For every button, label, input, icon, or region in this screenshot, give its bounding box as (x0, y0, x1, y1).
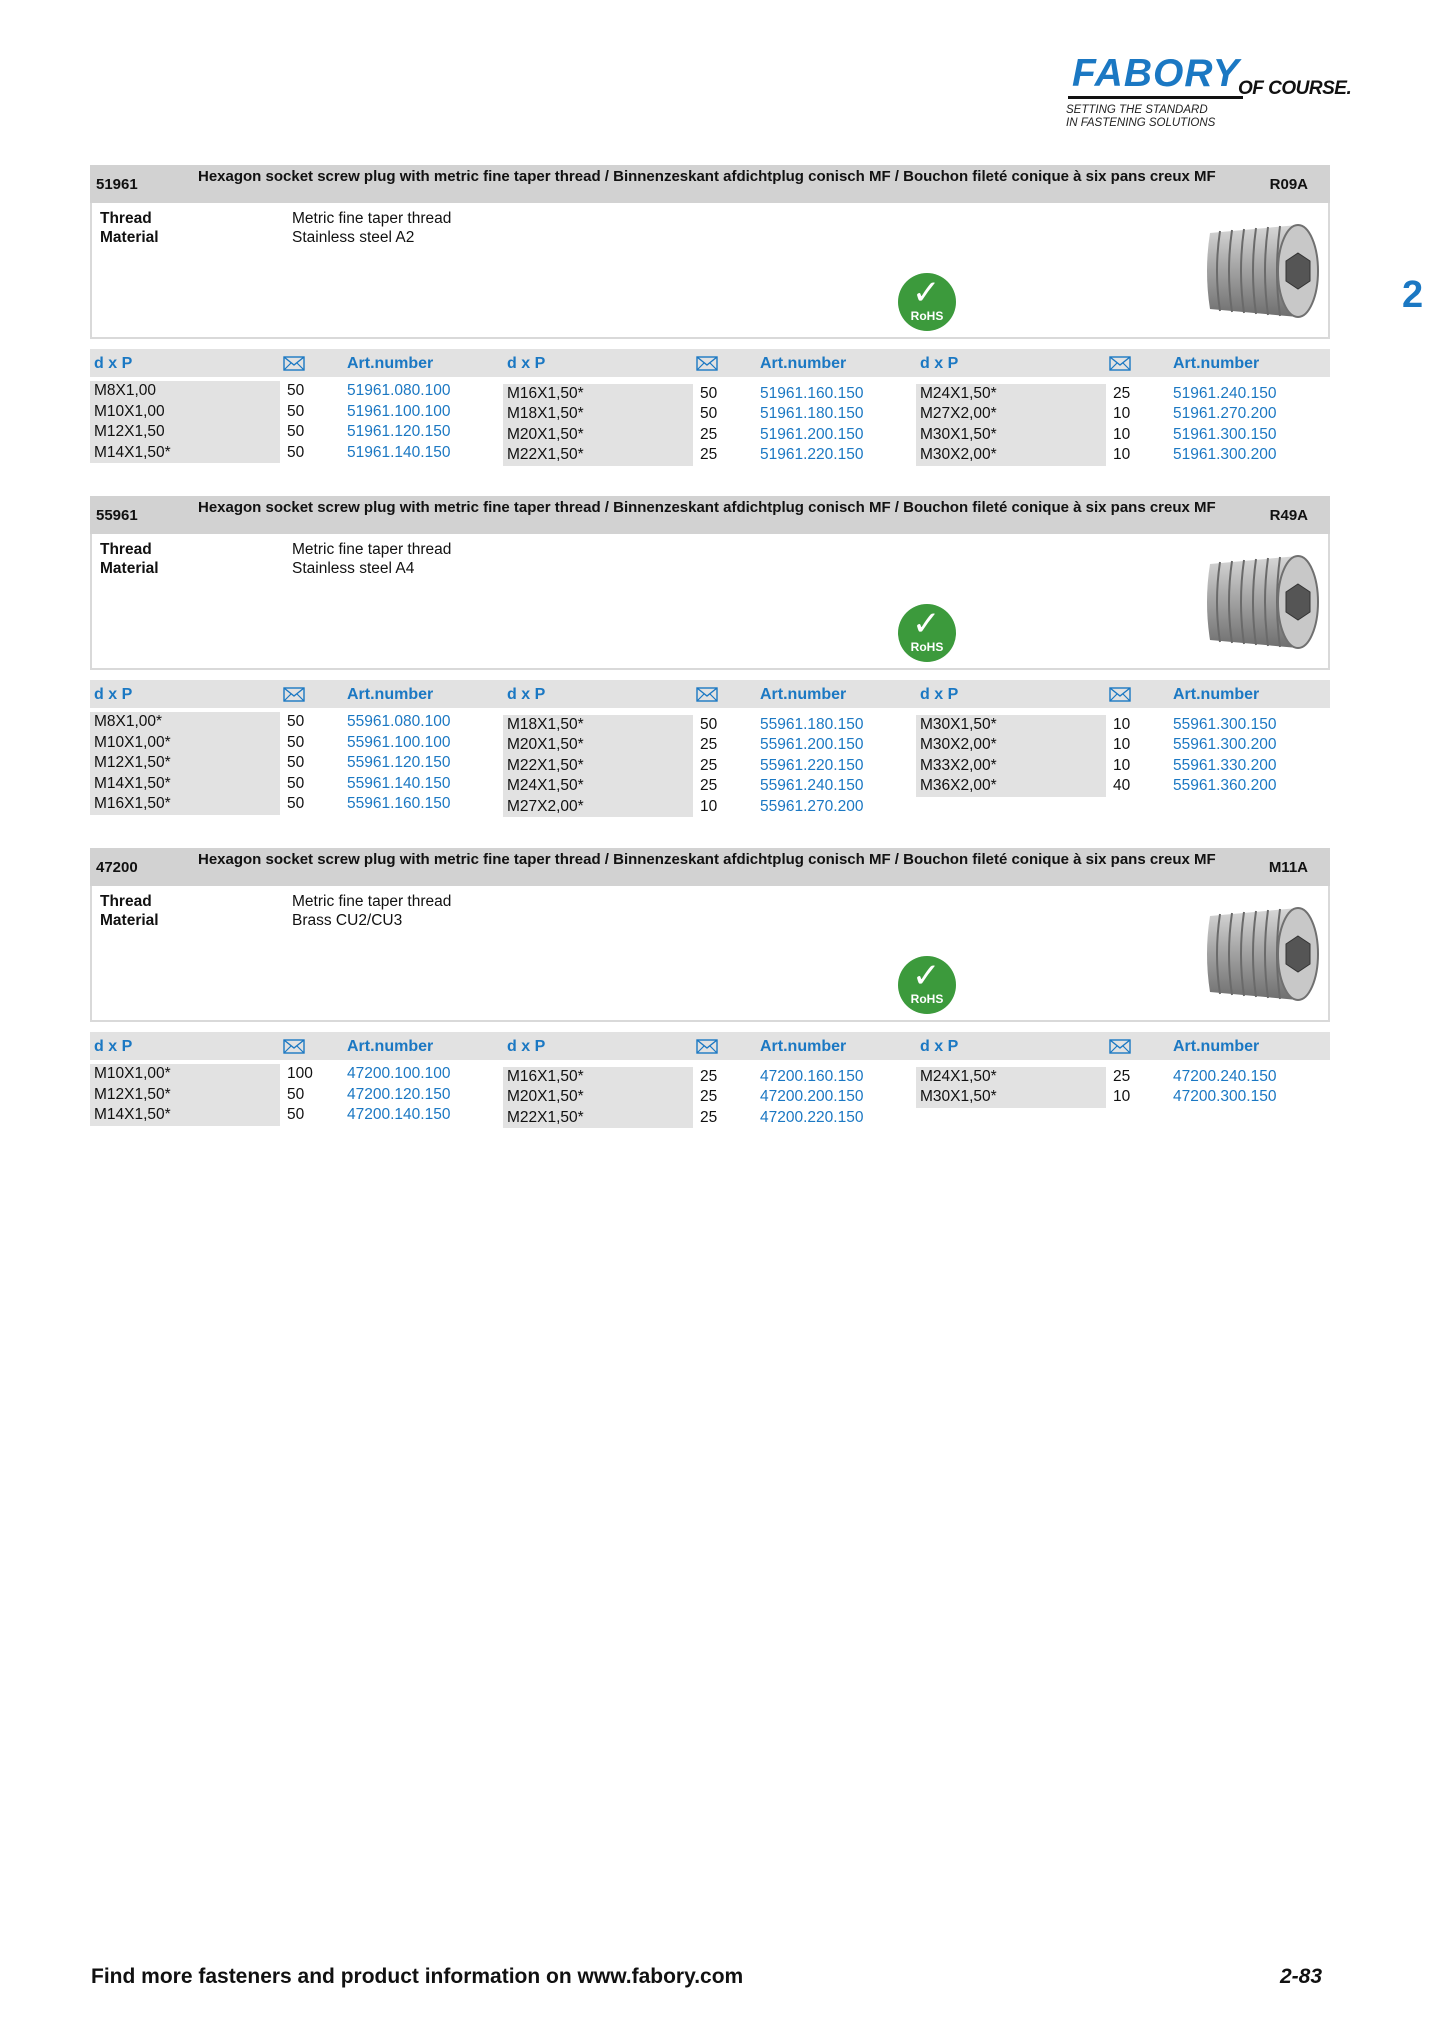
product-details (90, 886, 1330, 1022)
article-number-link[interactable]: 51961.300.200 (1173, 446, 1277, 464)
product-header (90, 165, 1330, 203)
spec-label: Material (100, 560, 159, 577)
dimension-cell: M10X1,00* (90, 733, 280, 754)
footer-text: Find more fasteners and product information on www.fabory.com (91, 1965, 744, 1988)
quantity-cell: 10 (1113, 715, 1131, 733)
article-number-link[interactable]: 51961.100.100 (347, 402, 451, 420)
table-header (90, 349, 1330, 377)
dimension-cell: M14X1,50* (90, 774, 280, 795)
spec-label: Material (100, 229, 159, 246)
quantity-cell: 50 (287, 795, 305, 813)
article-number-link[interactable]: 51961.080.100 (347, 382, 451, 399)
quantity-cell: 25 (700, 1067, 718, 1085)
column-header-dimension: d x P (94, 1038, 133, 1055)
quantity-cell: 10 (1113, 756, 1131, 774)
spec-label: Thread (100, 893, 152, 910)
dimension-cell: M20X1,50* (503, 1087, 693, 1108)
envelope-icon (283, 356, 305, 371)
check-icon: ✓ (912, 274, 941, 312)
column-header-article: Art.number (1173, 355, 1260, 372)
article-number-link[interactable]: 51961.160.150 (760, 384, 864, 402)
quantity-cell: 50 (287, 382, 305, 399)
quantity-cell: 10 (700, 797, 718, 815)
article-number-link[interactable]: 51961.270.200 (1173, 405, 1277, 423)
spec-value: Metric fine taper thread (292, 210, 452, 227)
article-number-link[interactable]: 47200.120.150 (347, 1085, 451, 1103)
dimension-cell: M30X1,50* (916, 1087, 1106, 1108)
dimension-cell: M24X1,50* (916, 1067, 1106, 1088)
quantity-cell: 10 (1113, 405, 1131, 423)
brand-slogan: OF COURSE. (1238, 78, 1352, 99)
column-header-article: Art.number (347, 686, 434, 703)
dimension-cell: M20X1,50* (503, 425, 693, 446)
dimension-cell: M14X1,50* (90, 1105, 280, 1126)
rohs-label: RoHS (910, 309, 944, 323)
quantity-cell: 25 (1113, 1067, 1131, 1085)
article-number-link[interactable]: 51961.120.150 (347, 423, 451, 441)
article-number-link[interactable]: 51961.200.150 (760, 425, 864, 443)
dimension-cell: M10X1,00* (90, 1064, 280, 1085)
product-code: 47200 (96, 859, 138, 876)
quantity-cell: 25 (700, 446, 718, 464)
dimension-cell: M30X2,00* (916, 735, 1106, 756)
envelope-icon (1109, 356, 1131, 371)
dimension-cell: M27X2,00* (503, 797, 693, 818)
article-number-link[interactable]: 51961.220.150 (760, 446, 864, 464)
article-number-link[interactable]: 55961.330.200 (1173, 756, 1277, 774)
dimension-cell: M12X1,50 (90, 422, 280, 443)
column-header-article: Art.number (760, 686, 847, 703)
product-details (90, 534, 1330, 670)
dimension-cell: M30X2,00* (916, 445, 1106, 466)
column-header-dimension: d x P (507, 686, 546, 703)
check-icon: ✓ (912, 605, 941, 643)
rohs-badge-icon (898, 604, 956, 662)
column-header-dimension: d x P (94, 355, 133, 372)
brand-name: FABORY (1072, 52, 1240, 95)
spec-label: Material (100, 912, 159, 929)
envelope-icon (283, 687, 305, 702)
quantity-cell: 50 (287, 754, 305, 772)
article-number-link[interactable]: 55961.120.150 (347, 754, 451, 772)
product-title: Hexagon socket screw plug with metric fine taper thread / Binnenzeskant afdichtplug conisch MF / Bouchon fileté conique à six pans creux MF (198, 851, 1216, 868)
quantity-cell: 25 (700, 1088, 718, 1106)
article-number-link[interactable]: 55961.200.150 (760, 736, 864, 754)
dimension-cell: M24X1,50* (503, 776, 693, 797)
product-code: 55961 (96, 507, 138, 524)
quantity-cell: 10 (1113, 425, 1131, 443)
dimension-cell: M27X2,00* (916, 404, 1106, 425)
quantity-cell: 100 (287, 1065, 313, 1082)
quantity-cell: 10 (1113, 1088, 1131, 1106)
quantity-cell: 25 (700, 756, 718, 774)
article-number-link[interactable]: 51961.300.150 (1173, 425, 1277, 443)
envelope-icon (696, 1039, 718, 1054)
article-number-link[interactable]: 55961.220.150 (760, 756, 864, 774)
product-reference: M11A (1268, 859, 1308, 876)
dimension-cell: M14X1,50* (90, 443, 280, 464)
column-header-article: Art.number (1173, 1038, 1260, 1055)
column-header-dimension: d x P (920, 686, 959, 703)
dimension-cell: M33X2,00* (916, 756, 1106, 777)
quantity-cell: 50 (287, 713, 305, 730)
quantity-cell: 10 (1113, 736, 1131, 754)
article-number-link[interactable]: 51961.140.150 (347, 443, 451, 461)
article-number-link[interactable]: 47200.200.150 (760, 1088, 864, 1106)
article-number-link[interactable]: 55961.300.150 (1173, 715, 1277, 733)
article-number-link[interactable]: 47200.300.150 (1173, 1088, 1277, 1106)
quantity-cell: 50 (287, 423, 305, 441)
spec-value: Metric fine taper thread (292, 893, 452, 910)
product-header (90, 496, 1330, 534)
quantity-cell: 50 (287, 1106, 305, 1124)
spec-value: Metric fine taper thread (292, 541, 452, 558)
brand-tagline-line2: IN FASTENING SOLUTIONS (1066, 117, 1216, 129)
article-number-link[interactable]: 55961.100.100 (347, 733, 451, 751)
envelope-icon (696, 356, 718, 371)
rohs-badge-icon (898, 273, 956, 331)
quantity-cell: 50 (287, 774, 305, 792)
quantity-cell: 25 (700, 425, 718, 443)
logo-underline (1068, 96, 1243, 99)
quantity-cell: 40 (1113, 777, 1131, 795)
chapter-number: 2 (1402, 274, 1424, 316)
column-header-dimension: d x P (507, 355, 546, 372)
dimension-cell: M22X1,50* (503, 1108, 693, 1129)
quantity-cell: 25 (700, 777, 718, 795)
quantity-cell: 50 (700, 405, 718, 423)
quantity-cell: 25 (1113, 384, 1131, 402)
article-number-link[interactable]: 47200.220.150 (760, 1108, 864, 1126)
spec-label: Thread (100, 541, 152, 558)
column-header-article: Art.number (760, 1038, 847, 1055)
dimension-cell: M22X1,50* (503, 756, 693, 777)
dimension-cell: M16X1,50* (503, 1067, 693, 1088)
dimension-cell: M30X1,50* (916, 715, 1106, 736)
quantity-cell: 10 (1113, 446, 1131, 464)
rohs-label: RoHS (910, 640, 944, 654)
article-number-link[interactable]: 55961.180.150 (760, 715, 864, 733)
dimension-cell: M8X1,00 (90, 381, 280, 402)
dimension-cell: M12X1,50* (90, 753, 280, 774)
product-reference: R49A (1269, 507, 1308, 524)
article-number-link[interactable]: 51961.240.150 (1173, 384, 1277, 402)
dimension-cell: M22X1,50* (503, 445, 693, 466)
dimension-cell: M12X1,50* (90, 1085, 280, 1106)
dimension-cell: M10X1,00 (90, 402, 280, 423)
product-code: 51961 (96, 176, 138, 193)
dimension-cell: M8X1,00* (90, 712, 280, 733)
column-header-dimension: d x P (94, 686, 133, 703)
article-number-link[interactable]: 47200.140.150 (347, 1106, 451, 1124)
dimension-cell: M16X1,50* (503, 384, 693, 405)
screw-plug-image (1202, 550, 1324, 654)
quantity-cell: 50 (700, 384, 718, 402)
product-title: Hexagon socket screw plug with metric fine taper thread / Binnenzeskant afdichtplug conisch MF / Bouchon fileté conique à six pans creux MF (198, 499, 1216, 516)
article-number-link[interactable]: 55961.300.200 (1173, 736, 1277, 754)
column-header-article: Art.number (347, 355, 434, 372)
dimension-cell: M18X1,50* (503, 715, 693, 736)
quantity-cell: 50 (700, 715, 718, 733)
spec-label: Thread (100, 210, 152, 227)
article-number-link[interactable]: 55961.360.200 (1173, 777, 1277, 795)
envelope-icon (283, 1039, 305, 1054)
product-header (90, 848, 1330, 886)
product-section-51961 (90, 165, 1330, 464)
screw-plug-image (1202, 902, 1324, 1006)
page-number: 2-83 (1280, 1965, 1323, 1988)
spec-value: Stainless steel A2 (292, 229, 415, 246)
quantity-cell: 25 (700, 1108, 718, 1126)
article-number-link[interactable]: 55961.240.150 (760, 777, 864, 795)
fabory-logo (1062, 52, 1362, 132)
column-header-article: Art.number (347, 1038, 434, 1055)
envelope-icon (1109, 687, 1131, 702)
article-number-link[interactable]: 55961.080.100 (347, 713, 451, 730)
column-header-article: Art.number (760, 355, 847, 372)
column-header-dimension: d x P (920, 1038, 959, 1055)
quantity-cell: 25 (700, 736, 718, 754)
dimension-cell: M30X1,50* (916, 425, 1106, 446)
column-header-article: Art.number (1173, 686, 1260, 703)
envelope-icon (1109, 1039, 1131, 1054)
spec-value: Stainless steel A4 (292, 560, 415, 577)
column-header-dimension: d x P (920, 355, 959, 372)
article-number-link[interactable]: 47200.160.150 (760, 1067, 864, 1085)
article-number-link[interactable]: 55961.160.150 (347, 795, 451, 813)
quantity-cell: 50 (287, 402, 305, 420)
spec-value: Brass CU2/CU3 (292, 912, 403, 929)
dimension-cell: M18X1,50* (503, 404, 693, 425)
rohs-badge-icon (898, 956, 956, 1014)
quantity-cell: 50 (287, 443, 305, 461)
quantity-cell: 50 (287, 733, 305, 751)
article-number-link[interactable]: 55961.140.150 (347, 774, 451, 792)
article-number-link[interactable]: 47200.240.150 (1173, 1067, 1277, 1085)
brand-tagline-line1: SETTING THE STANDARD (1066, 104, 1208, 116)
table-header (90, 1032, 1330, 1060)
article-number-link[interactable]: 55961.270.200 (760, 797, 864, 815)
table-header (90, 680, 1330, 708)
screw-plug-image (1202, 219, 1324, 323)
product-title: Hexagon socket screw plug with metric fine taper thread / Binnenzeskant afdichtplug conisch MF / Bouchon fileté conique à six pans creux MF (198, 168, 1216, 185)
article-number-link[interactable]: 51961.180.150 (760, 405, 864, 423)
dimension-cell: M36X2,00* (916, 776, 1106, 797)
quantity-cell: 50 (287, 1085, 305, 1103)
dimension-cell: M20X1,50* (503, 735, 693, 756)
article-number-link[interactable]: 47200.100.100 (347, 1065, 451, 1082)
product-section-47200 (90, 848, 1330, 1126)
product-section-55961 (90, 496, 1330, 815)
check-icon: ✓ (912, 957, 941, 995)
brand-tagline (1066, 104, 1215, 130)
rohs-label: RoHS (910, 992, 944, 1006)
dimension-cell: M16X1,50* (90, 794, 280, 815)
envelope-icon (696, 687, 718, 702)
column-header-dimension: d x P (507, 1038, 546, 1055)
dimension-cell: M24X1,50* (916, 384, 1106, 405)
product-reference: R09A (1269, 176, 1308, 193)
product-details (90, 203, 1330, 339)
